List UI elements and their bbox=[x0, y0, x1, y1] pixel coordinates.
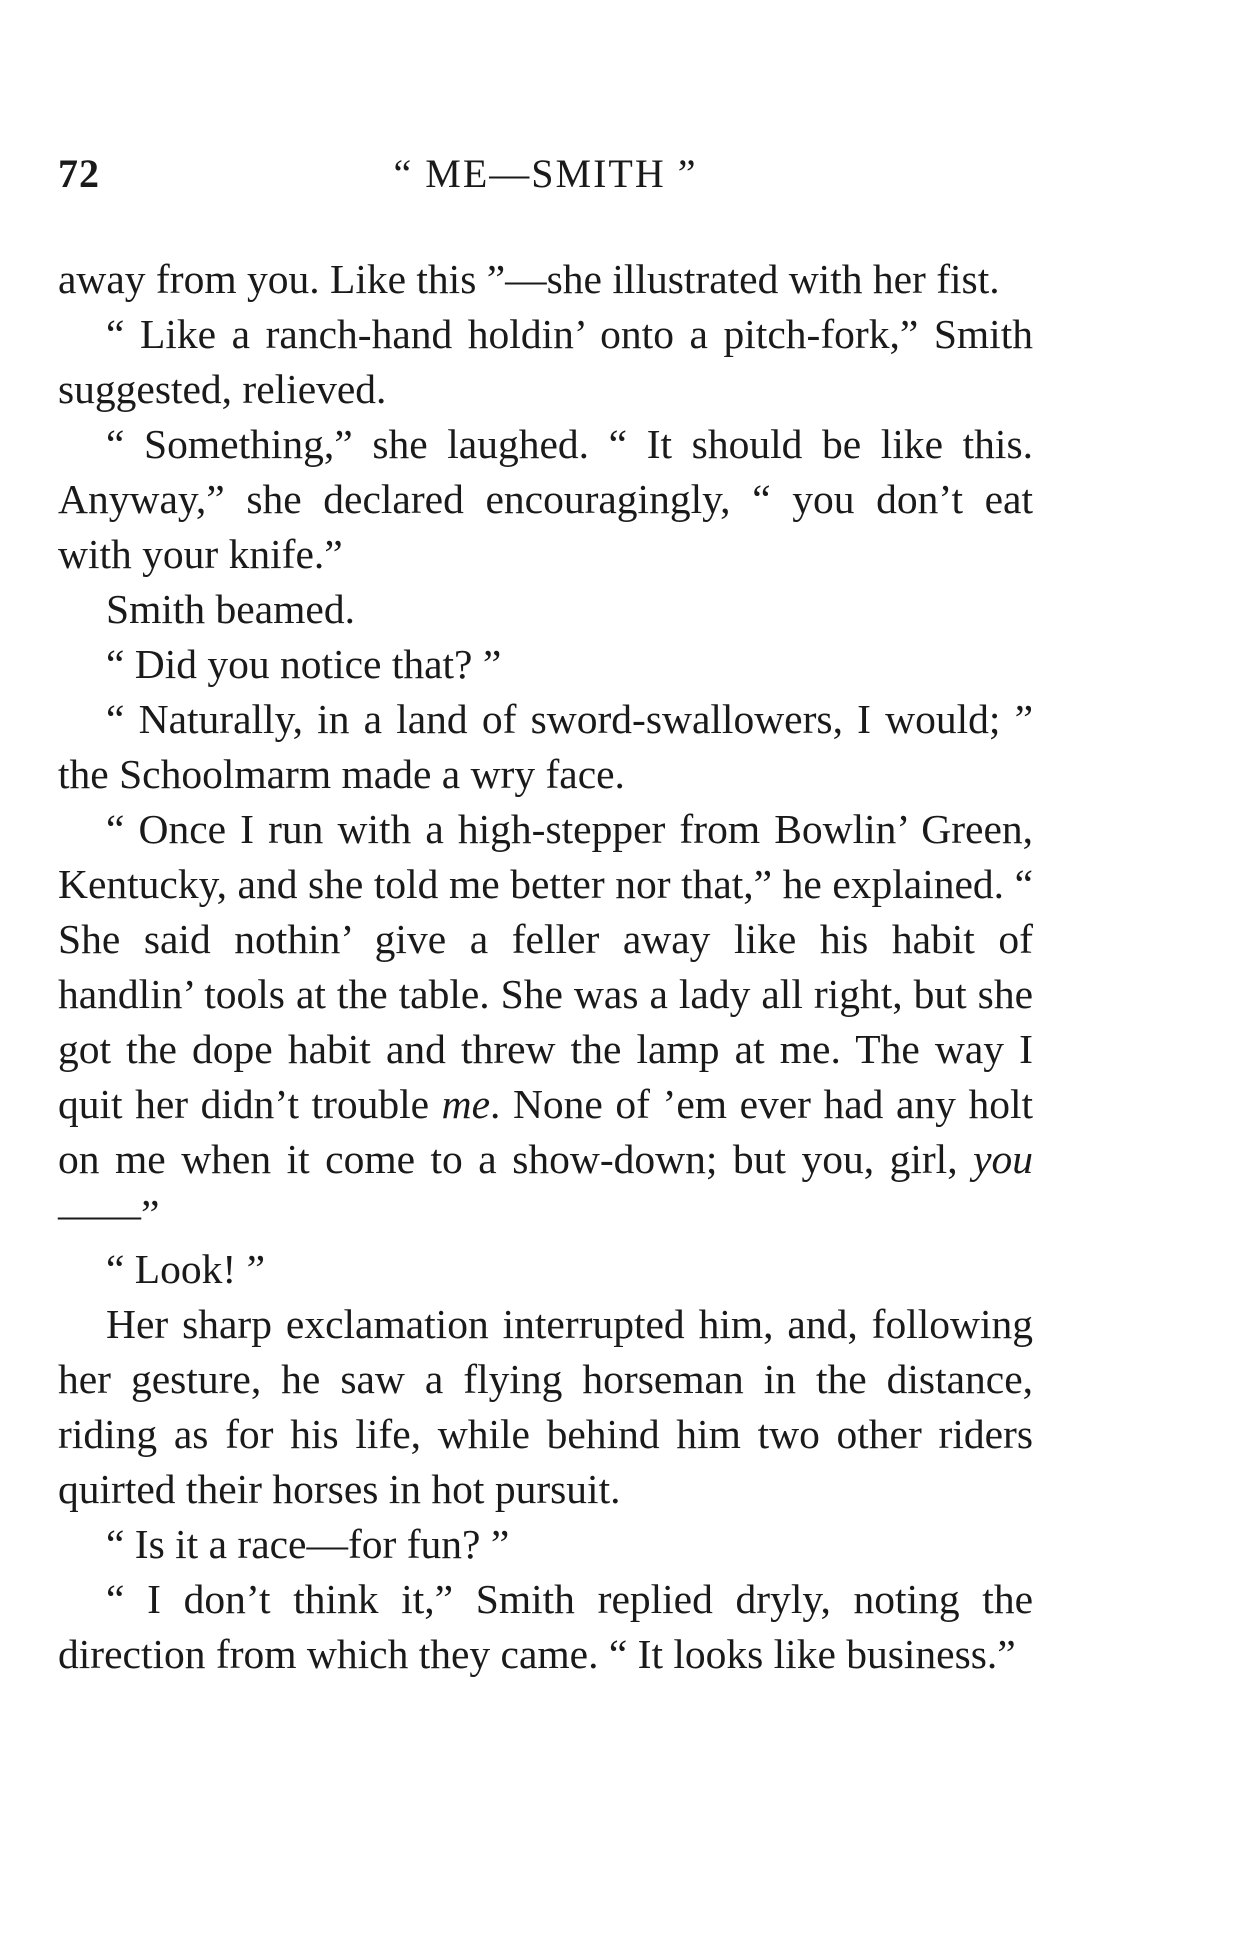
paragraph: Smith beamed. bbox=[106, 586, 355, 632]
paragraph: Her sharp exclamation interrupted him, and, following her gesture, he saw a flying horseman in the distance, riding as for his life, while behind him two other riders quirted their horses in hot pursuit. bbox=[58, 1301, 1033, 1512]
paragraph: “ Naturally, in a land of sword-swallowers, I would; ” the Schoolmarm made a wry face. bbox=[58, 696, 1033, 797]
paragraph-text: “ Once I run with a high-stepper from Bowlin’ Green, Kentucky, and she told me better nor that,” he explained. “ She said nothin’ give a feller away like his habit of handlin’ tools at the table. She was a lady all right, but she got the dope habit and threw the lamp at me. The way I quit her didn’t trouble bbox=[58, 806, 1033, 1127]
paragraph-text: . None of ’em ever had any holt on me when it come to a show-down; but you, girl, bbox=[58, 1081, 1033, 1182]
page-number: 72 bbox=[58, 151, 100, 196]
paragraph bbox=[58, 802, 1033, 1242]
body-text bbox=[58, 252, 1033, 1682]
emphasis: me bbox=[441, 1081, 491, 1127]
paragraph: “ I don’t think it,” Smith replied dryly, noting the direction from which they came. “ It looks like business.” bbox=[58, 1576, 1033, 1677]
paragraph: “ Did you notice that? ” bbox=[106, 641, 502, 687]
paragraph: “ Like a ranch-hand holdin’ onto a pitch-fork,” Smith suggested, relieved. bbox=[58, 311, 1033, 412]
paragraph: “ Is it a race—for fun? ” bbox=[106, 1521, 510, 1567]
paragraph: “ Something,” she laughed. “ It should be like this. Anyway,” she declared encouragingly, “ you don’t eat with your knife.” bbox=[58, 421, 1033, 577]
emphasis: you bbox=[973, 1136, 1033, 1182]
paragraph: “ Look! ” bbox=[106, 1246, 266, 1292]
running-head: “ ME—SMITH ” bbox=[393, 151, 698, 196]
paragraph: away from you. Like this ”—she illustrated with her fist. bbox=[58, 256, 1000, 302]
page-header bbox=[58, 150, 1033, 210]
paragraph-text: ——” bbox=[58, 1191, 160, 1237]
book-page bbox=[58, 150, 1033, 1682]
